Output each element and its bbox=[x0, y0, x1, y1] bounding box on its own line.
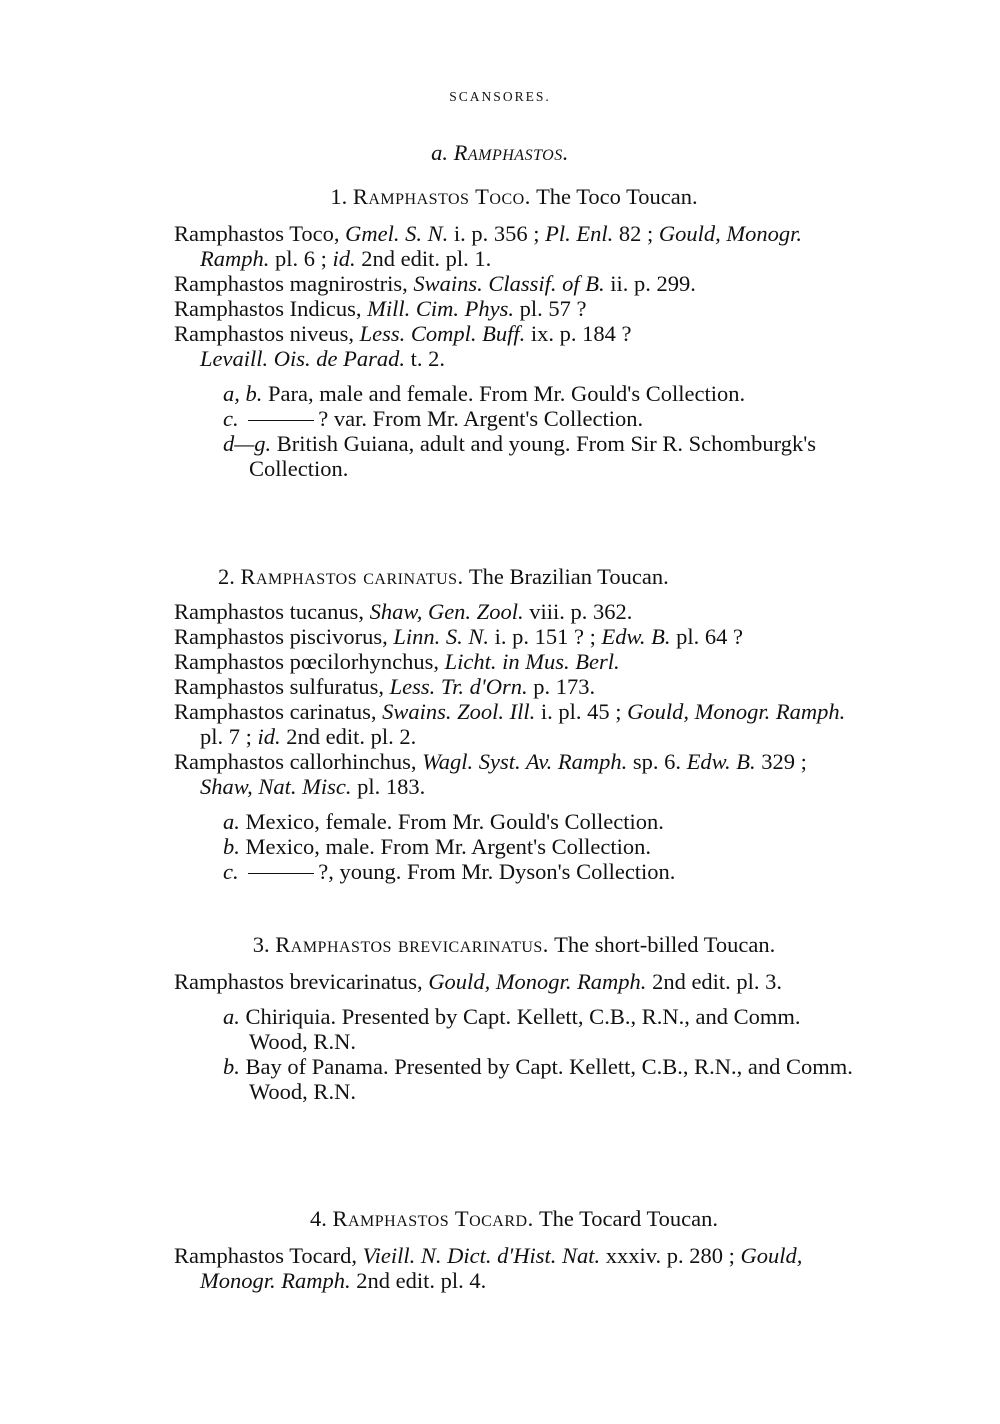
species-entry-3 bbox=[174, 932, 854, 1104]
common-name: The Toco Toucan. bbox=[536, 184, 698, 209]
specimen-entry: a. Chiriquia. Presented by Capt. Kellett, C.B., R.N., and Comm. Wood, R.N. bbox=[223, 1004, 801, 1054]
common-name: The Brazilian Toucan. bbox=[468, 564, 669, 589]
species-number: 1. bbox=[330, 184, 348, 209]
species-entry-2 bbox=[174, 564, 854, 884]
specimen-entry: c. ? var. From Mr. Argent's Collection. bbox=[223, 406, 644, 431]
synonym-reference: Ramphastos niveus, Less. Compl. Buff. ix. p. 184 ? Levaill. Ois. de Parad. t. 2. bbox=[174, 321, 632, 371]
species-heading bbox=[174, 564, 854, 589]
species-heading bbox=[174, 932, 854, 957]
synonym-reference: Ramphastos brevicarinatus, Gould, Monogr. Ramph. 2nd edit. pl. 3. bbox=[174, 969, 783, 994]
species-number: 2. bbox=[218, 564, 235, 589]
ditto-dash bbox=[248, 873, 314, 874]
section-title bbox=[0, 140, 1000, 165]
species-name: Ramphastos Tocard. bbox=[332, 1206, 534, 1231]
species-number: 3. bbox=[252, 932, 270, 957]
synonym-reference: Ramphastos carinatus, Swains. Zool. Ill. i. pl. 45 ; Gould, Monogr. Ramph. pl. 7 ; id. 2nd edit. pl. 2. bbox=[174, 699, 846, 749]
section-name: Ramphastos. bbox=[453, 140, 569, 165]
species-name: Ramphastos brevicarinatus. bbox=[275, 932, 549, 957]
synonym-reference: Ramphastos magnirostris, Swains. Classif. of B. ii. p. 299. bbox=[174, 271, 696, 296]
common-name: The short-billed Toucan. bbox=[554, 932, 776, 957]
species-entry-4 bbox=[174, 1206, 854, 1293]
synonym-reference: Ramphastos Tocard, Vieill. N. Dict. d'Hist. Nat. xxxiv. p. 280 ; Gould, Monogr. Ramph. 2nd edit. pl. 4. bbox=[174, 1243, 803, 1293]
synonym-reference: Ramphastos piscivorus, Linn. S. N. i. p. 151 ? ; Edw. B. pl. 64 ? bbox=[174, 624, 743, 649]
section-prefix: a. bbox=[431, 140, 448, 165]
common-name: The Tocard Toucan. bbox=[538, 1206, 719, 1231]
specimen-entry: b. Bay of Panama. Presented by Capt. Kellett, C.B., R.N., and Comm. Wood, R.N. bbox=[223, 1054, 853, 1104]
species-entry-1 bbox=[174, 184, 854, 481]
species-heading bbox=[174, 1206, 854, 1231]
synonym-reference: Ramphastos callorhinchus, Wagl. Syst. Av. Ramph. sp. 6. Edw. B. 329 ; Shaw, Nat. Misc. pl. 183. bbox=[174, 749, 807, 799]
specimen-entry: a. Mexico, female. From Mr. Gould's Collection. bbox=[223, 809, 664, 834]
specimen-entry: d—g. British Guiana, adult and young. From Sir R. Schomburgk's Collection. bbox=[223, 431, 817, 481]
specimen-entry: b. Mexico, male. From Mr. Argent's Collection. bbox=[223, 834, 651, 859]
synonym-reference: Ramphastos Indicus, Mill. Cim. Phys. pl. 57 ? bbox=[174, 296, 587, 321]
species-heading bbox=[174, 184, 854, 209]
species-number: 4. bbox=[309, 1206, 327, 1231]
running-head: SCANSORES. bbox=[449, 89, 551, 104]
species-name: Ramphastos Toco. bbox=[352, 184, 531, 209]
specimen-entry: c. ?, young. From Mr. Dyson's Collection. bbox=[223, 859, 676, 884]
species-name: Ramphastos carinatus. bbox=[240, 564, 464, 589]
synonym-reference: Ramphastos pœcilorhynchus, Licht. in Mus. Berl. bbox=[174, 649, 620, 674]
synonym-reference: Ramphastos tucanus, Shaw, Gen. Zool. viii. p. 362. bbox=[174, 599, 633, 624]
synonym-reference: Ramphastos sulfuratus, Less. Tr. d'Orn. p. 173. bbox=[174, 674, 596, 699]
ditto-dash bbox=[248, 420, 314, 421]
synonym-reference: Ramphastos Toco, Gmel. S. N. i. p. 356 ; Pl. Enl. 82 ; Gould, Monogr. Ramph. pl. 6 ; id. 2nd edit. pl. 1. bbox=[174, 221, 803, 271]
specimen-entry: a, b. Para, male and female. From Mr. Gould's Collection. bbox=[223, 381, 746, 406]
